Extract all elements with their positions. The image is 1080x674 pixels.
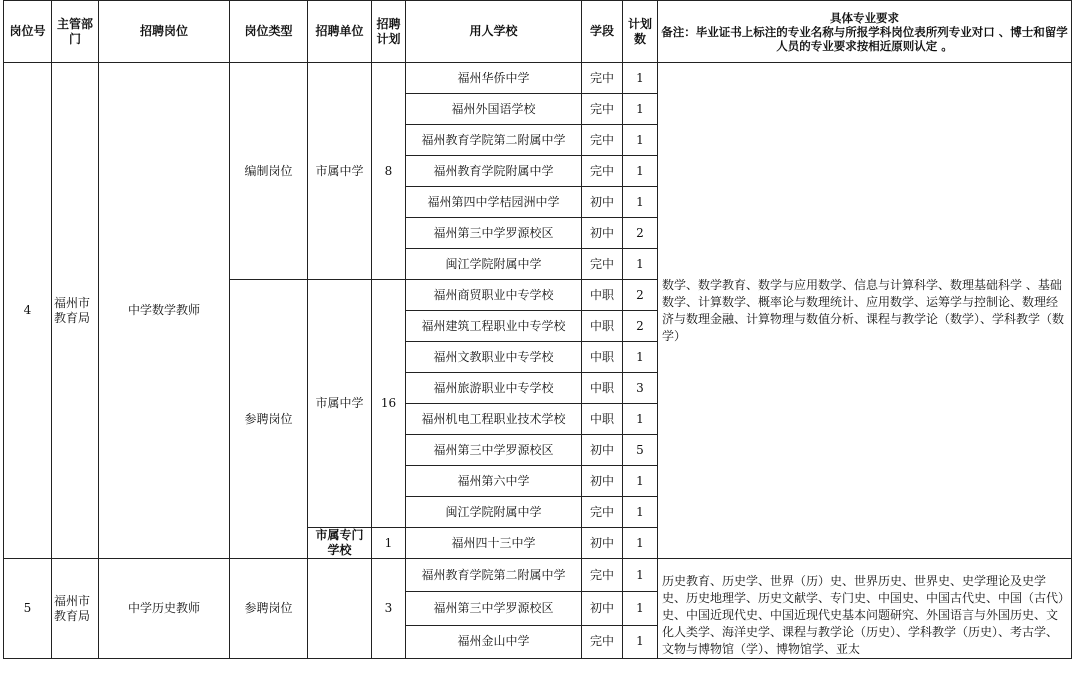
school-cell: 福州机电工程职业技术学校: [406, 404, 582, 435]
school-cell: 福州第六中学: [406, 466, 582, 497]
header-stage: 学段: [582, 1, 623, 63]
school-cell: 福州华侨中学: [406, 63, 582, 94]
school-cell: 福州文教职业中专学校: [406, 342, 582, 373]
stage-cell: 完中: [582, 94, 623, 125]
header-requirement-title: 具体专业要求: [830, 10, 899, 25]
header-school: 用人学校: [406, 1, 582, 63]
table-row: [4, 63, 1072, 94]
plan-cell: 1: [372, 528, 406, 559]
quota-cell: 1: [623, 528, 658, 559]
plan-cell: 3: [372, 559, 406, 659]
stage-cell: 完中: [582, 249, 623, 280]
header-plan: 招聘计划: [372, 1, 406, 63]
quota-cell: 5: [623, 435, 658, 466]
stage-cell: 初中: [582, 466, 623, 497]
position-cell: 中学历史教师: [99, 559, 230, 659]
recruitment-table: [3, 0, 1072, 659]
stage-cell: 中职: [582, 373, 623, 404]
school-cell: 福州四十三中学: [406, 528, 582, 559]
quota-cell: 3: [623, 373, 658, 404]
school-cell: 福州第四中学桔园洲中学: [406, 187, 582, 218]
header-row: [4, 1, 1072, 63]
header-post-type: 岗位类型: [230, 1, 308, 63]
quota-cell: 2: [623, 218, 658, 249]
requirement-cell: 历史教育、历史学、世界（历）史、世界历史、世界史、史学理论及史学史、历史地理学、历史文献学、专门史、中国史、中国古代史、中国（古代）史、中国近现代史、中国近现代史基本问题研究、外国语言与外国历史、文化人类学、海洋史学、课程与教学论（历史）、学科教学（历史）、考古学、文物与博物馆（学）、博物馆学、亚太: [658, 559, 1072, 659]
stage-cell: 初中: [582, 187, 623, 218]
school-cell: 福州外国语学校: [406, 94, 582, 125]
stage-cell: 初中: [582, 435, 623, 466]
stage-cell: 初中: [582, 528, 623, 559]
quota-cell: 1: [623, 342, 658, 373]
post-type-cell: 参聘岗位: [230, 559, 308, 659]
header-unit: 招聘单位: [308, 1, 372, 63]
unit-cell: 市属中学: [308, 280, 372, 528]
stage-cell: 完中: [582, 625, 623, 658]
department-cell: 福州市教育局: [52, 559, 99, 659]
school-cell: 福州旅游职业中专学校: [406, 373, 582, 404]
stage-cell: 中职: [582, 404, 623, 435]
school-cell: 福州建筑工程职业中专学校: [406, 311, 582, 342]
header-requirement-note: 备注：毕业证书上标注的专业名称与所报学科岗位表所列专业对口 、博士和留学人员的专业要求按相近原则认定 。: [661, 24, 1068, 53]
post-number-cell: 4: [4, 63, 52, 559]
stage-cell: 完中: [582, 63, 623, 94]
quota-cell: 1: [623, 625, 658, 658]
quota-cell: 1: [623, 404, 658, 435]
quota-cell: 1: [623, 497, 658, 528]
post-type-cell: 参聘岗位: [230, 280, 308, 559]
school-cell: 福州第三中学罗源校区: [406, 218, 582, 249]
recruitment-table-sheet: [3, 0, 1072, 659]
quota-cell: 2: [623, 311, 658, 342]
department-cell: 福州市教育局: [52, 63, 99, 559]
header-position: 招聘岗位: [99, 1, 230, 63]
stage-cell: 完中: [582, 497, 623, 528]
school-cell: 福州商贸职业中专学校: [406, 280, 582, 311]
school-cell: 福州金山中学: [406, 625, 582, 658]
stage-cell: 中职: [582, 342, 623, 373]
stage-cell: 完中: [582, 125, 623, 156]
unit-cell: [308, 559, 372, 659]
post-number-cell: 5: [4, 559, 52, 659]
school-cell: 福州教育学院附属中学: [406, 156, 582, 187]
school-cell: 闽江学院附属中学: [406, 249, 582, 280]
school-cell: 福州教育学院第二附属中学: [406, 559, 582, 592]
header-dept: 主管部门: [52, 1, 99, 63]
plan-cell: 16: [372, 280, 406, 528]
stage-cell: 中职: [582, 280, 623, 311]
school-cell: 福州第三中学罗源校区: [406, 435, 582, 466]
header-quota: 计划数: [623, 1, 658, 63]
stage-cell: 完中: [582, 559, 623, 592]
unit-cell: 市属专门学校: [308, 528, 372, 559]
quota-cell: 1: [623, 187, 658, 218]
stage-cell: 中职: [582, 311, 623, 342]
quota-cell: 1: [623, 249, 658, 280]
header-requirement: [658, 1, 1072, 63]
quota-cell: 1: [623, 156, 658, 187]
quota-cell: 1: [623, 559, 658, 592]
stage-cell: 初中: [582, 592, 623, 625]
school-cell: 福州教育学院第二附属中学: [406, 125, 582, 156]
school-cell: 福州第三中学罗源校区: [406, 592, 582, 625]
quota-cell: 1: [623, 592, 658, 625]
stage-cell: 完中: [582, 156, 623, 187]
quota-cell: 1: [623, 466, 658, 497]
quota-cell: 1: [623, 94, 658, 125]
school-cell: 闽江学院附属中学: [406, 497, 582, 528]
table-row: [4, 559, 1072, 592]
quota-cell: 1: [623, 125, 658, 156]
quota-cell: 1: [623, 63, 658, 94]
requirement-cell: 数学、数学教育、数学与应用数学、信息与计算科学、数理基础科学 、基础数学、计算数学、概率论与数理统计、应用数学、运筹学与控制论、数理经济与数理金融、计算物理与数值分析、课程与教学论（数学）、学科教学（数学）: [658, 63, 1072, 559]
unit-cell: 市属中学: [308, 63, 372, 280]
plan-cell: 8: [372, 63, 406, 280]
post-type-cell: 编制岗位: [230, 63, 308, 280]
quota-cell: 2: [623, 280, 658, 311]
stage-cell: 初中: [582, 218, 623, 249]
header-post-no: 岗位号: [4, 1, 52, 63]
position-cell: 中学数学教师: [99, 63, 230, 559]
